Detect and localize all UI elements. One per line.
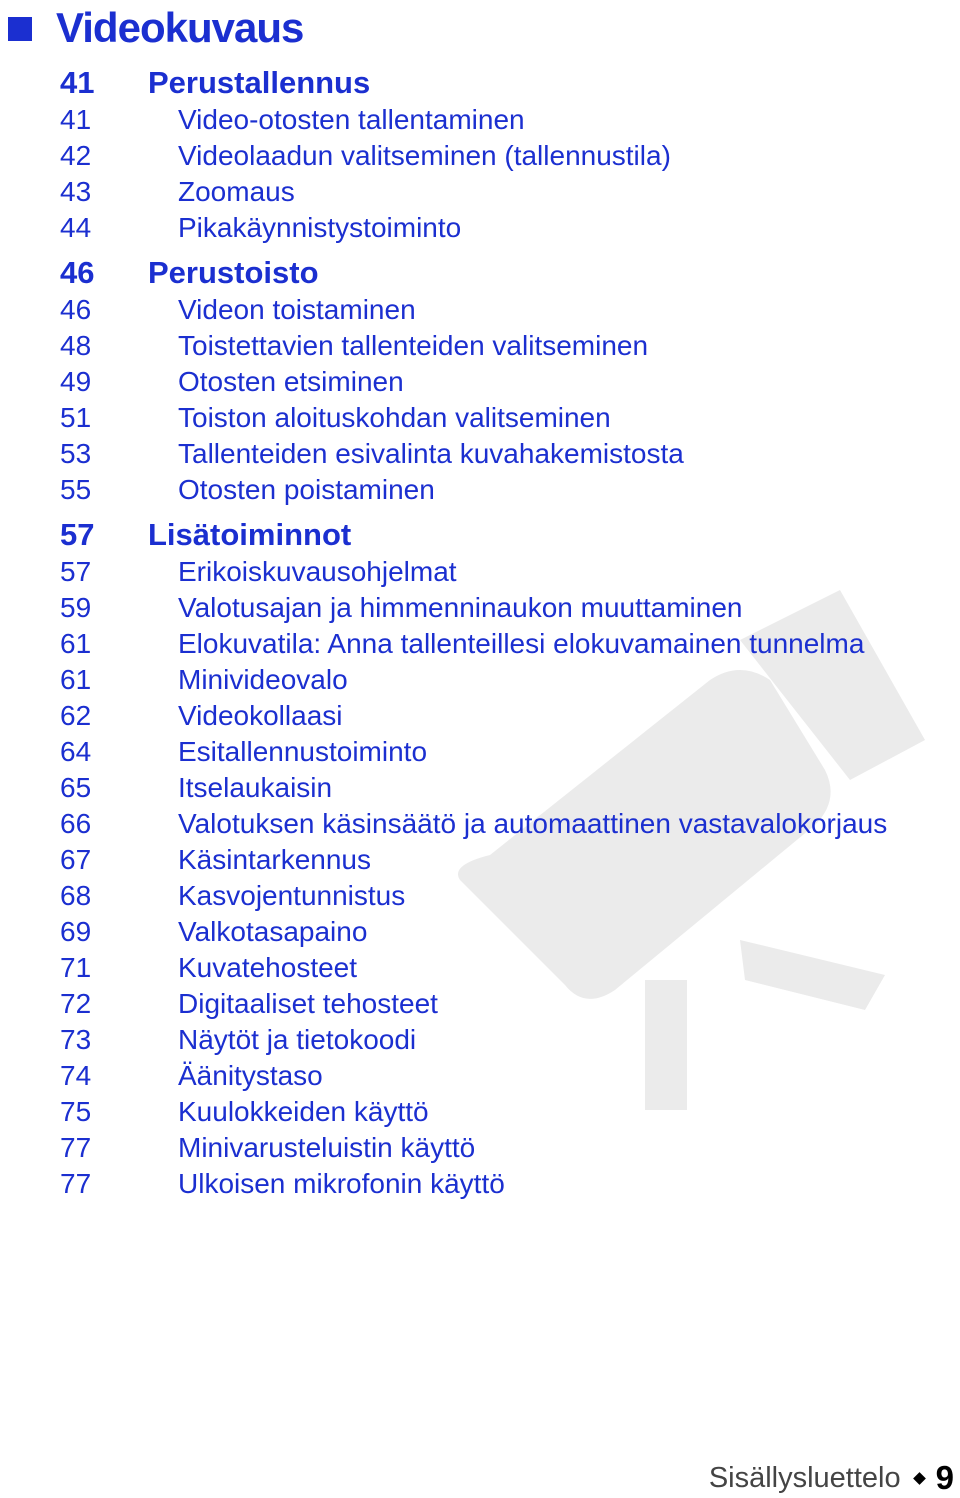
toc-entry-link[interactable] — [60, 554, 940, 590]
toc-entry-link[interactable] — [60, 1094, 940, 1130]
toc-entry-link[interactable] — [60, 292, 940, 328]
section-heading-link[interactable] — [60, 254, 940, 292]
entry-page-number: 74 — [60, 1060, 92, 1091]
chapter-title: Videokuvaus — [56, 4, 304, 51]
entry-page-number: 61 — [60, 664, 92, 695]
toc-entry-link[interactable] — [60, 328, 940, 364]
entry-page-number: 71 — [60, 952, 92, 983]
entry-label: Valkotasapaino — [178, 916, 368, 947]
entry-label: Otosten poistaminen — [178, 474, 435, 505]
toc-entry-link[interactable] — [60, 364, 940, 400]
entry-page-number: 41 — [60, 104, 92, 135]
toc-entry-link[interactable] — [60, 842, 940, 878]
entry-page-number: 64 — [60, 736, 92, 767]
toc-entry-link[interactable] — [60, 878, 940, 914]
entry-page-number: 77 — [60, 1132, 92, 1163]
toc-entry-link[interactable] — [60, 400, 940, 436]
entry-label: Pikakäynnistystoiminto — [178, 212, 462, 243]
entry-page-number: 43 — [60, 176, 92, 207]
entry-label: Esitallennustoiminto — [178, 736, 428, 767]
entry-page-number: 66 — [60, 808, 92, 839]
entry-page-number: 77 — [60, 1168, 92, 1199]
section-heading-link[interactable] — [60, 516, 940, 554]
entry-label: Kasvojentunnistus — [178, 880, 406, 911]
table-of-contents — [60, 64, 940, 1210]
entry-label: Tallenteiden esivalinta kuvahakemistosta — [178, 438, 684, 469]
toc-entry-link[interactable] — [60, 1022, 940, 1058]
entry-label: Erikoiskuvausohjelmat — [178, 556, 457, 587]
toc-entry-link[interactable] — [60, 734, 940, 770]
toc-entry-link[interactable] — [60, 1058, 940, 1094]
toc-entry-link[interactable] — [60, 914, 940, 950]
entry-label: Äänitystaso — [178, 1060, 323, 1091]
section-title: Lisätoiminnot — [148, 517, 352, 552]
toc-section — [60, 64, 940, 246]
entry-label: Digitaaliset tehosteet — [178, 988, 438, 1019]
chapter-heading — [8, 2, 303, 54]
toc-entry-link[interactable] — [60, 1166, 940, 1202]
entry-page-number: 62 — [60, 700, 92, 731]
entry-page-number: 49 — [60, 366, 92, 397]
heading-square-icon — [8, 17, 32, 41]
entry-page-number: 65 — [60, 772, 92, 803]
toc-entry-link[interactable] — [60, 1130, 940, 1166]
entry-page-number: 48 — [60, 330, 92, 361]
entry-page-number: 51 — [60, 402, 92, 433]
entry-label: Videon toistaminen — [178, 294, 416, 325]
entry-page-number: 67 — [60, 844, 92, 875]
entry-page-number: 61 — [60, 628, 92, 659]
entry-label: Valotusajan ja himmenninaukon muuttaminen — [178, 592, 743, 623]
entry-page-number: 55 — [60, 474, 92, 505]
toc-entry-link[interactable] — [60, 662, 940, 698]
entry-page-number: 57 — [60, 556, 92, 587]
section-heading-link[interactable] — [60, 64, 940, 102]
entry-page-number: 44 — [60, 212, 92, 243]
entry-label: Videokollaasi — [178, 700, 343, 731]
entry-page-number: 72 — [60, 988, 92, 1019]
entry-page-number: 69 — [60, 916, 92, 947]
entry-label: Ulkoisen mikrofonin käyttö — [178, 1168, 505, 1199]
entry-label: Toistettavien tallenteiden valitseminen — [178, 330, 649, 361]
toc-entry-link[interactable] — [60, 472, 940, 508]
toc-entry-link[interactable] — [60, 210, 940, 246]
toc-entry-link[interactable] — [60, 770, 940, 806]
entry-label: Minivideovalo — [178, 664, 348, 695]
section-page-number: 41 — [60, 65, 95, 100]
entry-page-number: 42 — [60, 140, 92, 171]
toc-entry-link[interactable] — [60, 590, 940, 626]
entry-page-number: 46 — [60, 294, 92, 325]
entry-page-number: 68 — [60, 880, 92, 911]
toc-entry-link[interactable] — [60, 626, 940, 662]
entry-label: Kuvatehosteet — [178, 952, 358, 983]
entry-label: Minivarusteluistin käyttö — [178, 1132, 476, 1163]
section-title: Perustallennus — [148, 65, 371, 100]
toc-entry-link[interactable] — [60, 806, 940, 842]
section-page-number: 57 — [60, 517, 95, 552]
page-number: 9 — [935, 1459, 954, 1496]
entry-label: Itselaukaisin — [178, 772, 333, 803]
toc-entry-link[interactable] — [60, 436, 940, 472]
page-footer — [709, 1458, 954, 1498]
entry-label: Videolaadun valitseminen (tallennustila) — [178, 140, 671, 171]
entry-label: Näytöt ja tietokoodi — [178, 1024, 417, 1055]
entry-page-number: 53 — [60, 438, 92, 469]
toc-section — [60, 254, 940, 508]
toc-section — [60, 516, 940, 1202]
toc-entry-link[interactable] — [60, 138, 940, 174]
entry-label: Elokuvatila: Anna tallenteillesi elokuvamainen tunnelma — [178, 628, 865, 659]
entry-label: Zoomaus — [178, 176, 295, 207]
entry-label: Video-otosten tallentaminen — [178, 104, 525, 135]
entry-page-number: 59 — [60, 592, 92, 623]
entry-label: Käsintarkennus — [178, 844, 372, 875]
toc-entry-link[interactable] — [60, 986, 940, 1022]
footer-label: Sisällysluettelo — [708, 1461, 901, 1494]
section-page-number: 46 — [60, 255, 95, 290]
entry-page-number: 75 — [60, 1096, 92, 1127]
toc-entry-link[interactable] — [60, 102, 940, 138]
entry-label: Kuulokkeiden käyttö — [178, 1096, 429, 1127]
entry-page-number: 73 — [60, 1024, 92, 1055]
entry-label: Valotuksen käsinsäätö ja automaattinen vastavalokorjaus — [178, 808, 888, 839]
toc-entry-link[interactable] — [60, 950, 940, 986]
diamond-bullet-icon — [913, 1472, 926, 1485]
entry-label: Otosten etsiminen — [178, 366, 404, 397]
section-title: Perustoisto — [148, 255, 319, 290]
toc-entry-link[interactable] — [60, 174, 940, 210]
entry-label: Toiston aloituskohdan valitseminen — [178, 402, 611, 433]
toc-entry-link[interactable] — [60, 698, 940, 734]
